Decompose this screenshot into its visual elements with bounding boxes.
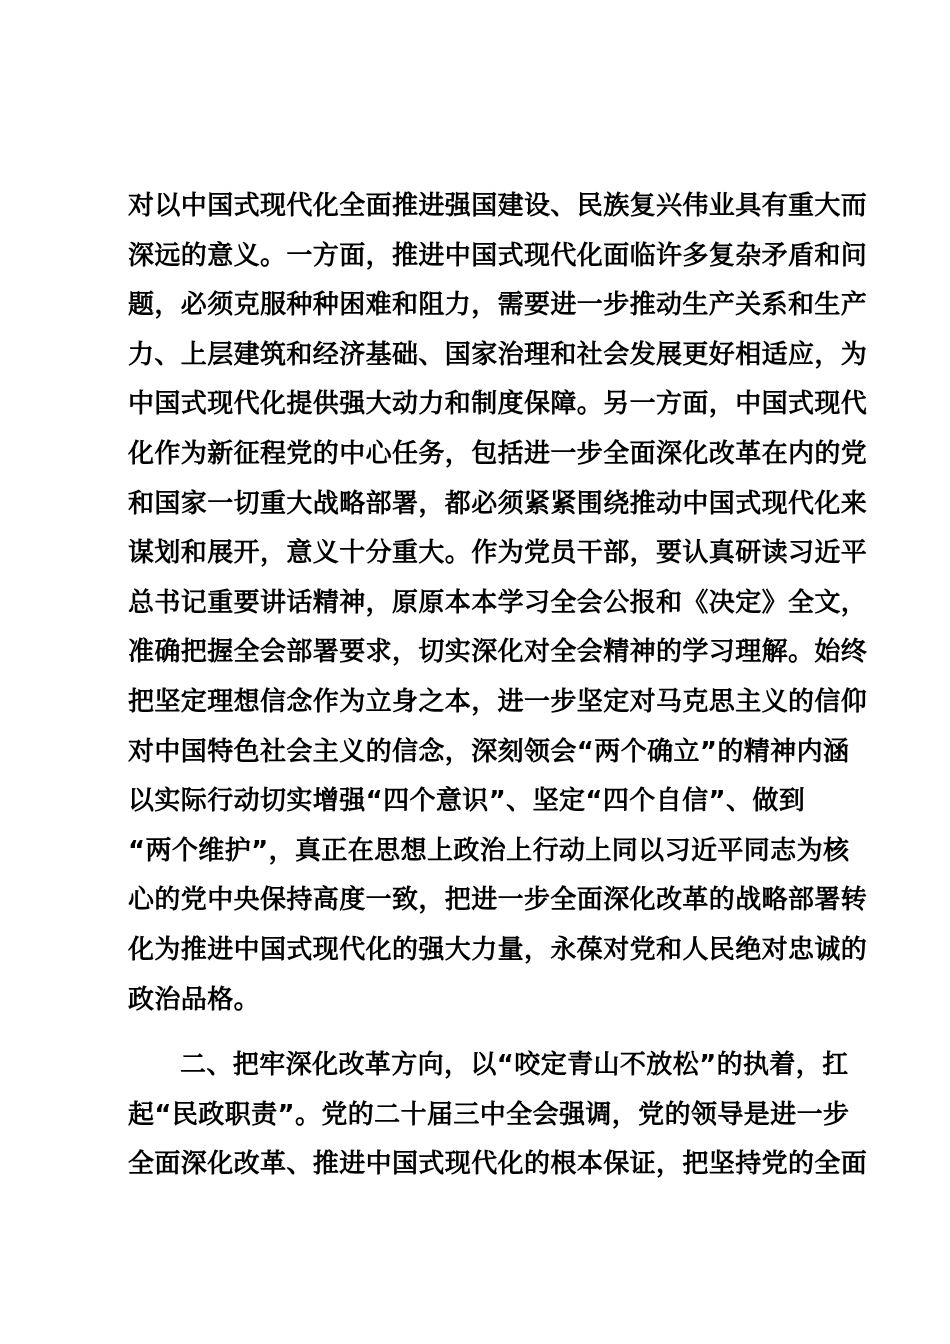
text-line: 对中国特色社会主义的信念，深刻领会“两个确立”的精神内涵 — [128, 736, 850, 767]
text-line: 题，必须克服种种困难和阻力，需要进一步推动生产关系和生产 — [128, 290, 868, 321]
text-line: 化作为新征程党的中心任务，包括进一步全面深化改革在内的党 — [128, 438, 868, 469]
text-line: 全面深化改革、推进中国式现代化的根本保证，把坚持党的全面 — [128, 1149, 868, 1180]
text-line: 力、上层建筑和经济基础、国家治理和社会发展更好相适应，为 — [128, 339, 868, 370]
text-line: “两个维护”，真正在思想上政治上行动上同以习近平同志为核 — [128, 835, 850, 866]
text-line: 政治品格。 — [128, 984, 261, 1015]
text-line: 以实际行动切实增强“四个意识”、坚定“四个自信”、做到 — [128, 786, 806, 817]
text-line: 把坚定理想信念作为立身之本，进一步坚定对马克思主义的信仰 — [128, 686, 868, 717]
text-line: 心的党中央保持高度一致，把进一步全面深化改革的战略部署转 — [128, 885, 868, 916]
text-line: 起“民政职责”。党的二十届三中全会强调，党的领导是进一步 — [128, 1099, 850, 1130]
text-line: 对以中国式现代化全面推进强国建设、民族复兴伟业具有重大而 — [128, 191, 868, 221]
text-line: 总书记重要讲话精神，原原本本学习全会公报和《决定》全文， — [128, 587, 868, 618]
text-line: 准确把握全会部署要求，切实深化对全会精神的学习理解。始终 — [128, 637, 868, 668]
text-line: 深远的意义。一方面，推进中国式现代化面临许多复杂矛盾和问 — [128, 240, 868, 271]
section-heading-line: 二、把牢深化改革方向，以“咬定青山不放松”的执着，扛 — [180, 1050, 849, 1081]
text-line: 和国家一切重大战略部署，都必须紧紧围绕推动中国式现代化来 — [128, 488, 868, 519]
body-text — [128, 182, 868, 1190]
text-line: 谋划和展开，意义十分重大。作为党员干部，要认真研读习近平 — [128, 538, 868, 569]
text-line: 中国式现代化提供强大动力和制度保障。另一方面，中国式现代 — [128, 389, 868, 420]
text-line: 化为推进中国式现代化的强大力量，永葆对党和人民绝对忠诚的 — [128, 934, 868, 965]
